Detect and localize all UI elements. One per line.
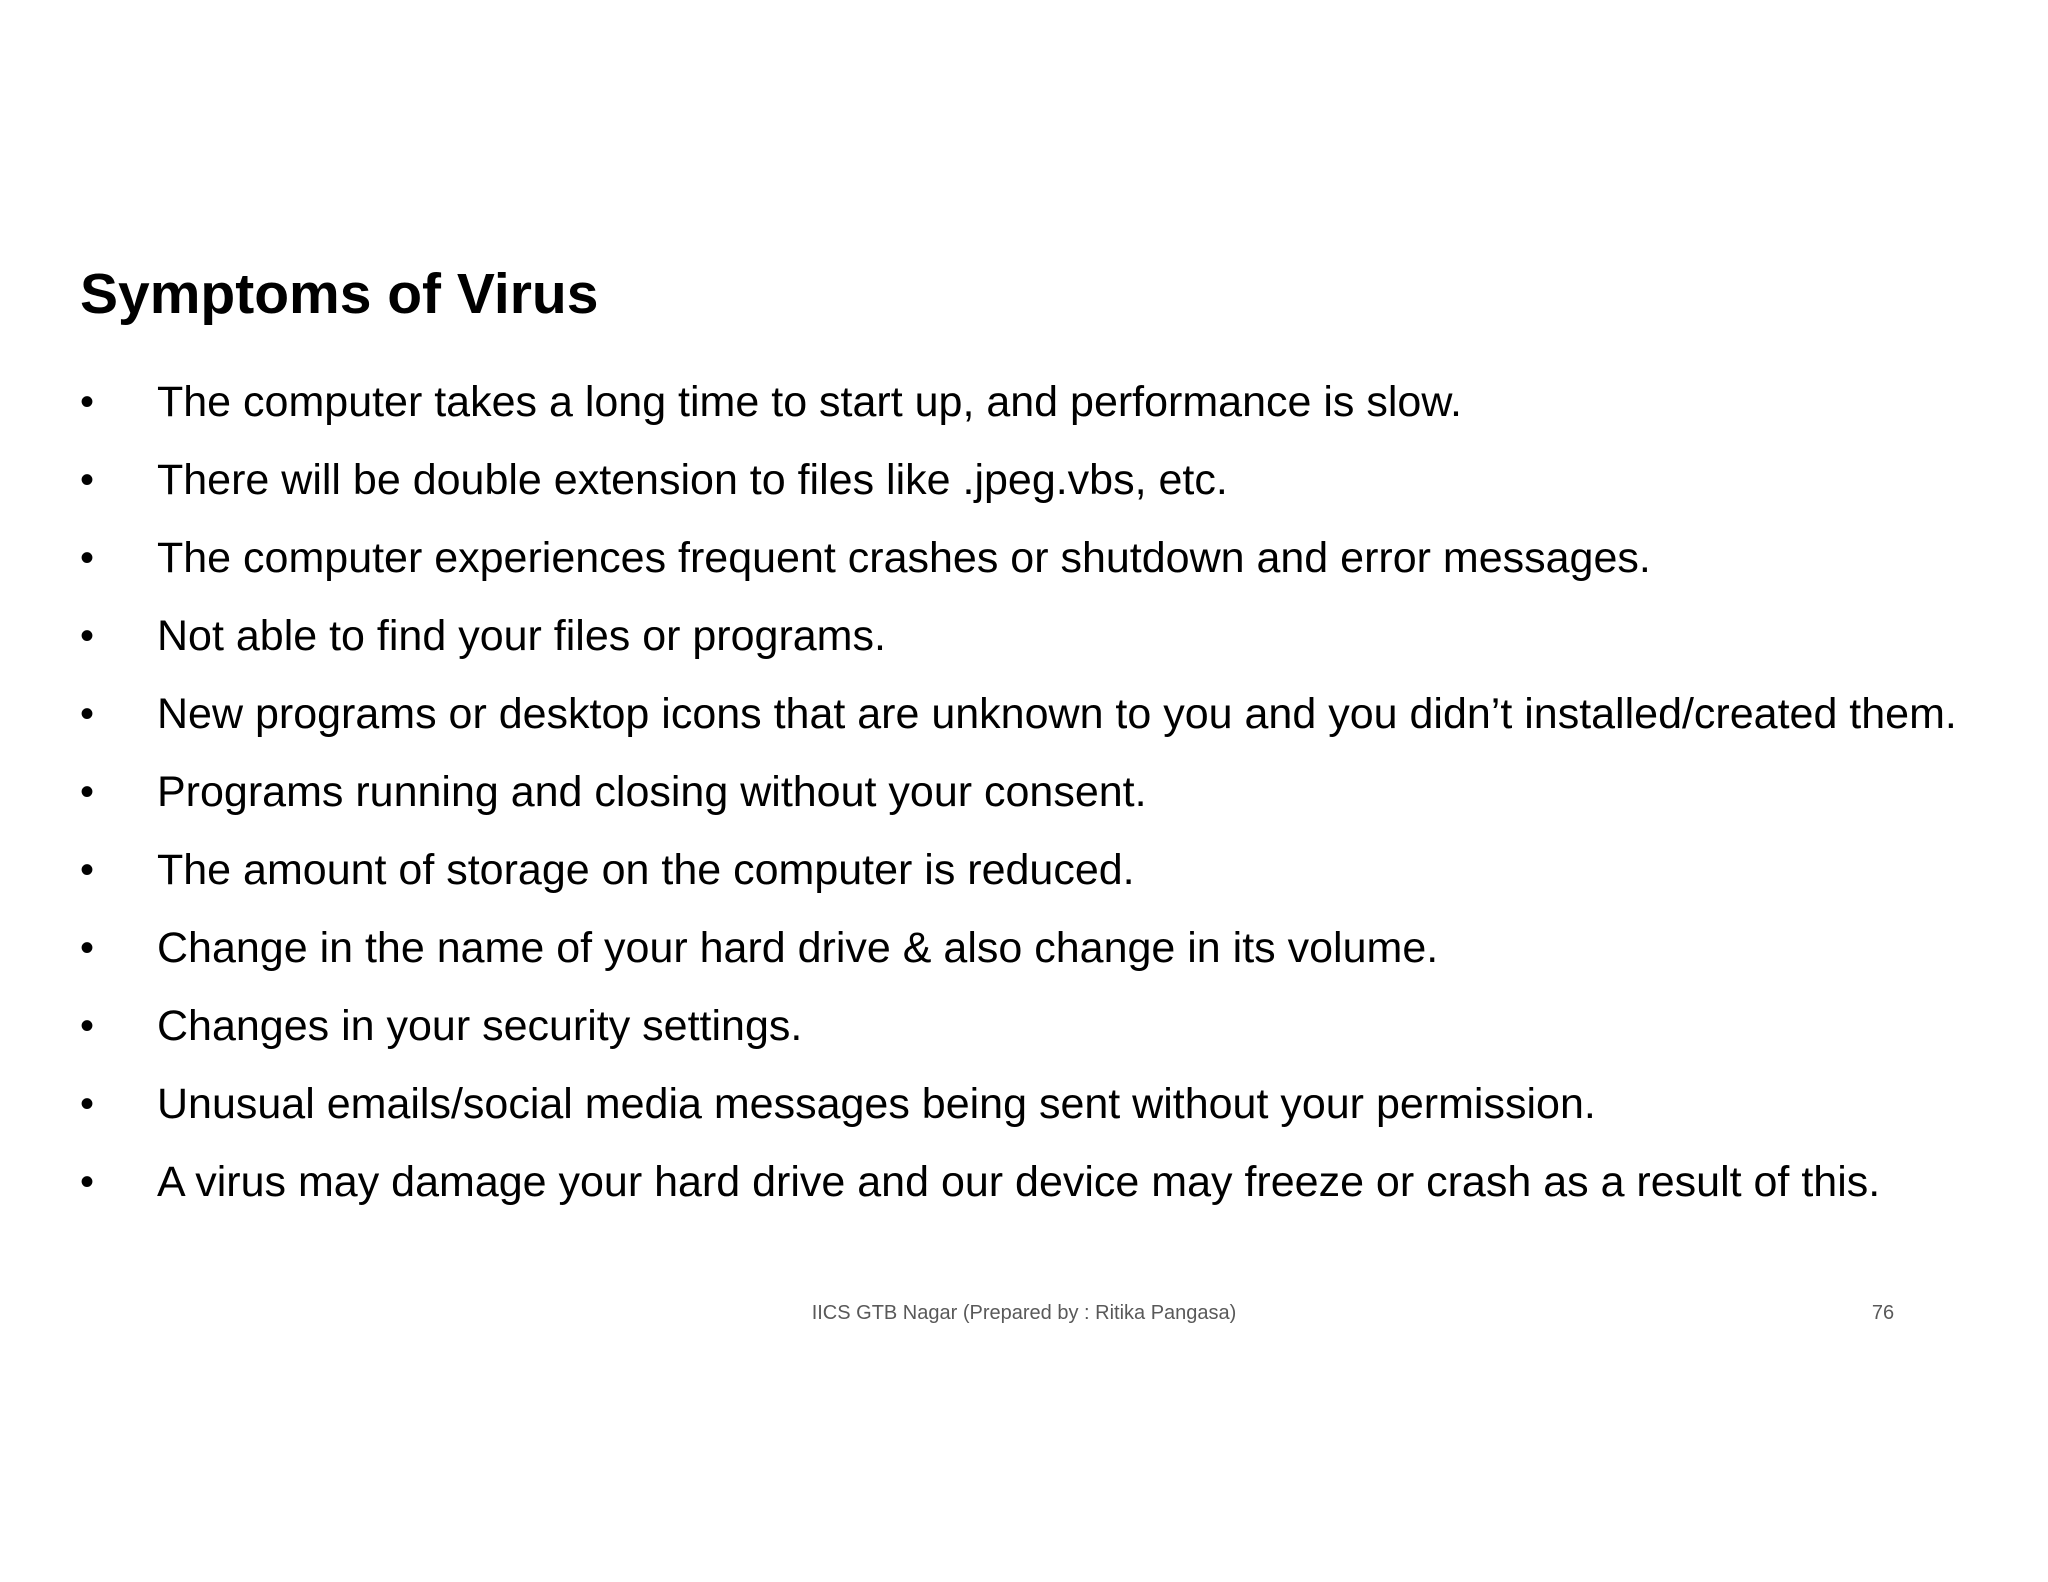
list-item <box>80 763 1973 822</box>
bullet-icon: • <box>80 1004 95 1048</box>
list-item-text: The computer experiences frequent crashes or shutdown and error messages. <box>157 534 1651 582</box>
list-item-text: The amount of storage on the computer is reduced. <box>157 846 1135 894</box>
list-item <box>80 841 1973 900</box>
list-item <box>80 1153 1973 1212</box>
list-item-text: A virus may damage your hard drive and our device may freeze or crash as a result of this. <box>157 1158 1881 1206</box>
bullet-icon: • <box>80 380 95 424</box>
bullet-icon: • <box>80 536 95 580</box>
bullet-icon: • <box>80 692 95 736</box>
list-item <box>80 529 1973 588</box>
list-item <box>80 685 1973 744</box>
list-item-text: Change in the name of your hard drive & also change in its volume. <box>157 924 1439 972</box>
list-item-text: Not able to find your files or programs. <box>157 612 886 660</box>
list-item <box>80 607 1973 666</box>
list-item <box>80 1075 1973 1134</box>
list-item-text: Changes in your security settings. <box>157 1002 803 1050</box>
footer-text: IICS GTB Nagar (Prepared by : Ritika Pangasa) <box>811 1302 1237 1324</box>
bullet-icon: • <box>80 848 95 892</box>
list-item <box>80 997 1973 1056</box>
bullet-icon: • <box>80 770 95 814</box>
list-item-text: The computer takes a long time to start up, and performance is slow. <box>157 378 1462 426</box>
bullet-icon: • <box>80 614 95 658</box>
list-item <box>80 373 1973 432</box>
list-item-text: Programs running and closing without your consent. <box>157 768 1147 816</box>
slide-title: Symptoms of Virus <box>80 262 599 326</box>
list-item-text: New programs or desktop icons that are unknown to you and you didn’t installed/created them. <box>157 690 1957 738</box>
bullet-icon: • <box>80 926 95 970</box>
list-item-text: Unusual emails/social media messages being sent without your permission. <box>157 1080 1596 1128</box>
bullet-icon: • <box>80 458 95 502</box>
bullet-icon: • <box>80 1160 95 1204</box>
bullet-icon: • <box>80 1082 95 1126</box>
page-number: 76 <box>1871 1302 1895 1324</box>
symptom-list <box>80 373 1973 1212</box>
list-item <box>80 451 1973 510</box>
list-item-text: There will be double extension to files like .jpeg.vbs, etc. <box>157 456 1228 504</box>
list-item <box>80 919 1973 978</box>
